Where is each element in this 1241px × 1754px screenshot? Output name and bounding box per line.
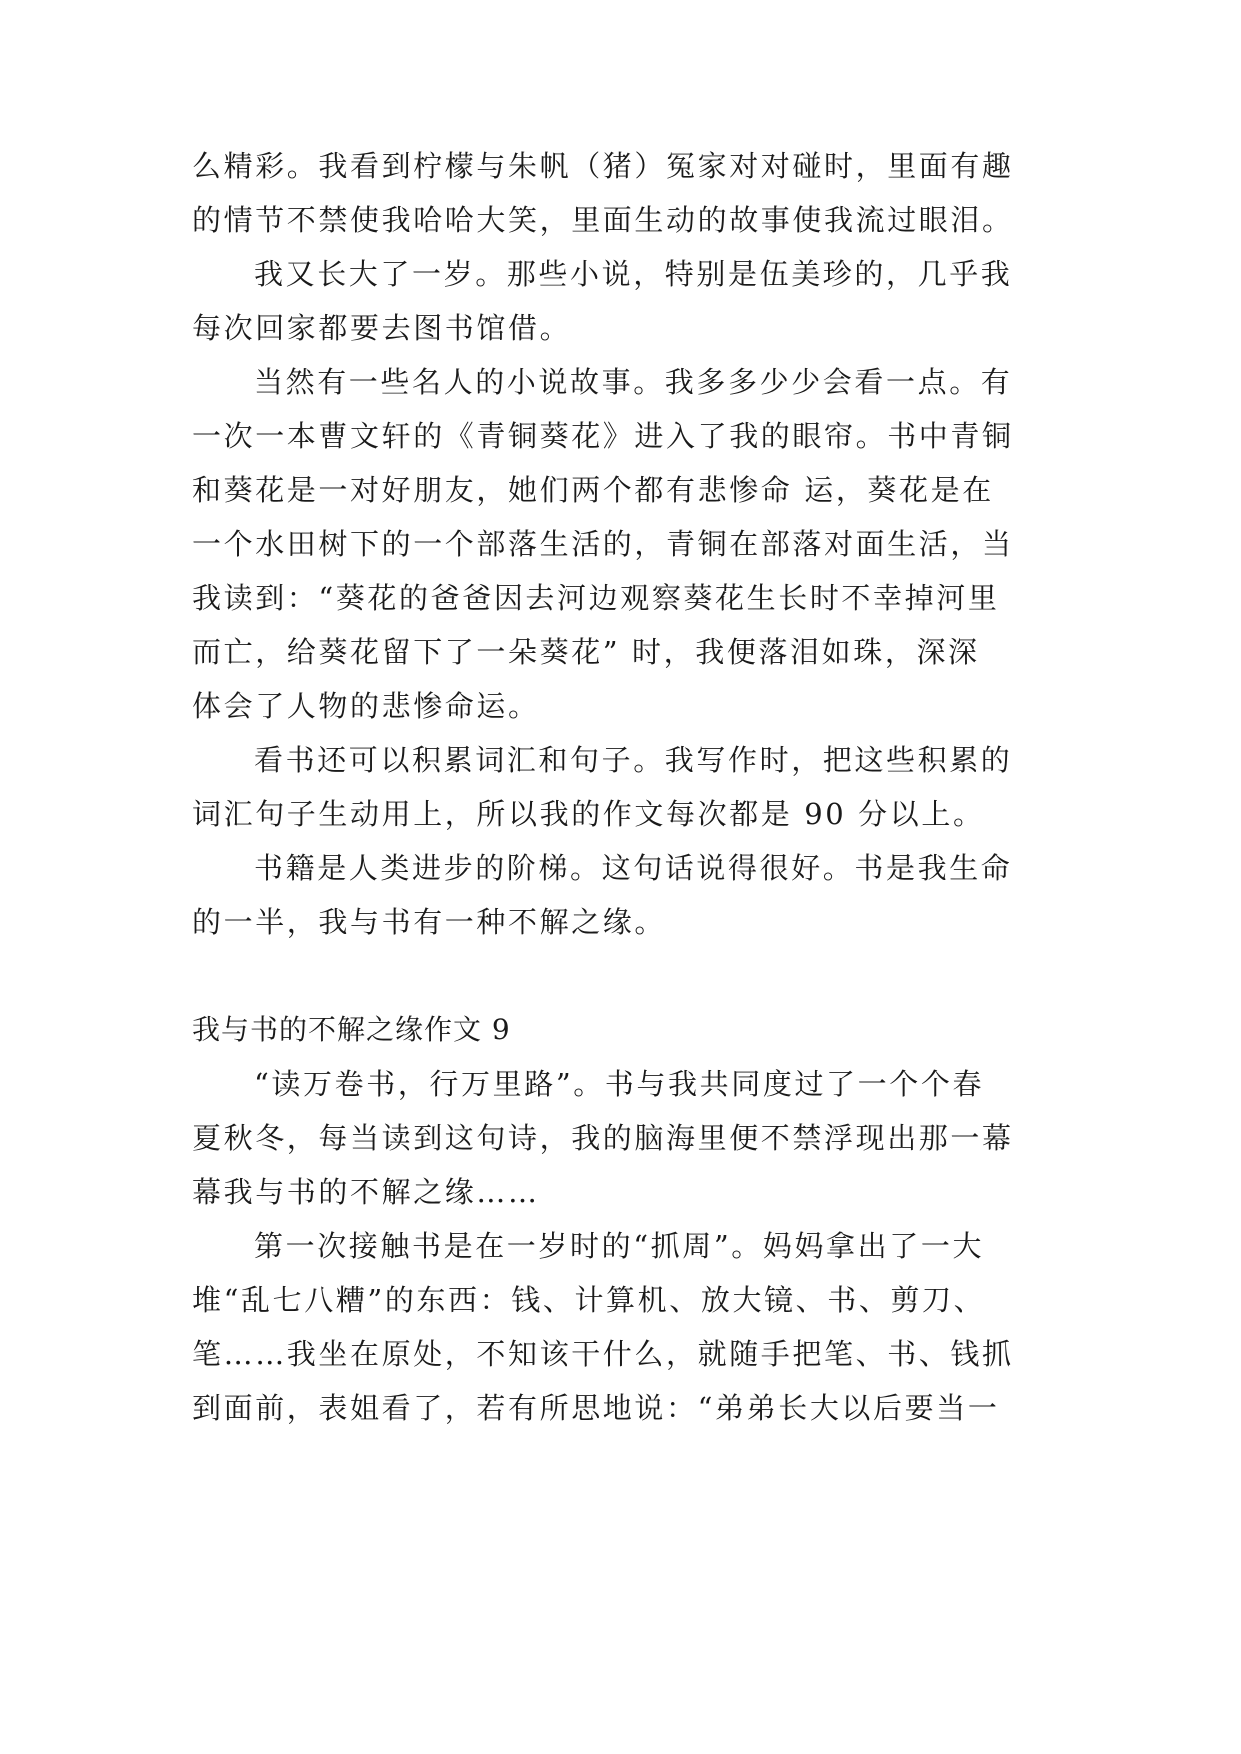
text-line: 词汇句子生动用上，所以我的作文每次都是 90 分以上。 <box>192 797 985 831</box>
text-line: 幕我与书的不解之缘…… <box>192 1175 540 1209</box>
text-line: 堆“乱七八糟”的东西：钱、计算机、放大镜、书、剪刀、 <box>192 1283 986 1317</box>
section-title: 我与书的不解之缘作文 9 <box>192 1013 511 1046</box>
paragraph-start-line: 当然有一些名人的小说故事。我多多少少会看一点。有 <box>254 365 1013 399</box>
text-line: 和葵花是一对好朋友，她们两个都有悲惨命 运，葵花是在 <box>192 473 994 507</box>
text-line: 我读到：“葵花的爸爸因去河边观察葵花生长时不幸掉河里 <box>192 581 1000 615</box>
text-line: 么精彩。我看到柠檬与朱帆（猪）冤家对对碰时，里面有趣 <box>192 149 1014 183</box>
text-line: 每次回家都要去图书馆借。 <box>192 311 572 345</box>
paragraph-start-line: 书籍是人类进步的阶梯。这句话说得很好。书是我生命 <box>254 851 1013 885</box>
paragraph-start-line: “读万卷书，行万里路”。书与我共同度过了一个个春 <box>254 1067 985 1101</box>
paragraph-start-line: 第一次接触书是在一岁时的“抓周”。妈妈拿出了一大 <box>254 1229 985 1263</box>
text-line: 的一半，我与书有一种不解之缘。 <box>192 905 667 939</box>
paragraph-start-line: 看书还可以积累词汇和句子。我写作时，把这些积累的 <box>254 743 1013 777</box>
text-line: 而亡，给葵花留下了一朵葵花” 时，我便落泪如珠，深深 <box>192 635 980 669</box>
text-line: 一个水田树下的一个部落生活的，青铜在部落对面生活，当 <box>192 527 1014 561</box>
text-line: 一次一本曹文轩的《青铜葵花》进入了我的眼帘。书中青铜 <box>192 419 1014 453</box>
text-line: 夏秋冬，每当读到这句诗，我的脑海里便不禁浮现出那一幕 <box>192 1121 1014 1155</box>
text-line: 笔……我坐在原处，不知该干什么，就随手把笔、书、钱抓 <box>192 1337 1014 1371</box>
text-line: 体会了人物的悲惨命运。 <box>192 689 540 723</box>
text-line: 到面前，表姐看了，若有所思地说：“弟弟长大以后要当一 <box>192 1391 1000 1425</box>
text-line: 的情节不禁使我哈哈大笑，里面生动的故事使我流过眼泪。 <box>192 203 1014 237</box>
paragraph-start-line: 我又长大了一岁。那些小说，特别是伍美珍的，几乎我 <box>254 257 1013 291</box>
